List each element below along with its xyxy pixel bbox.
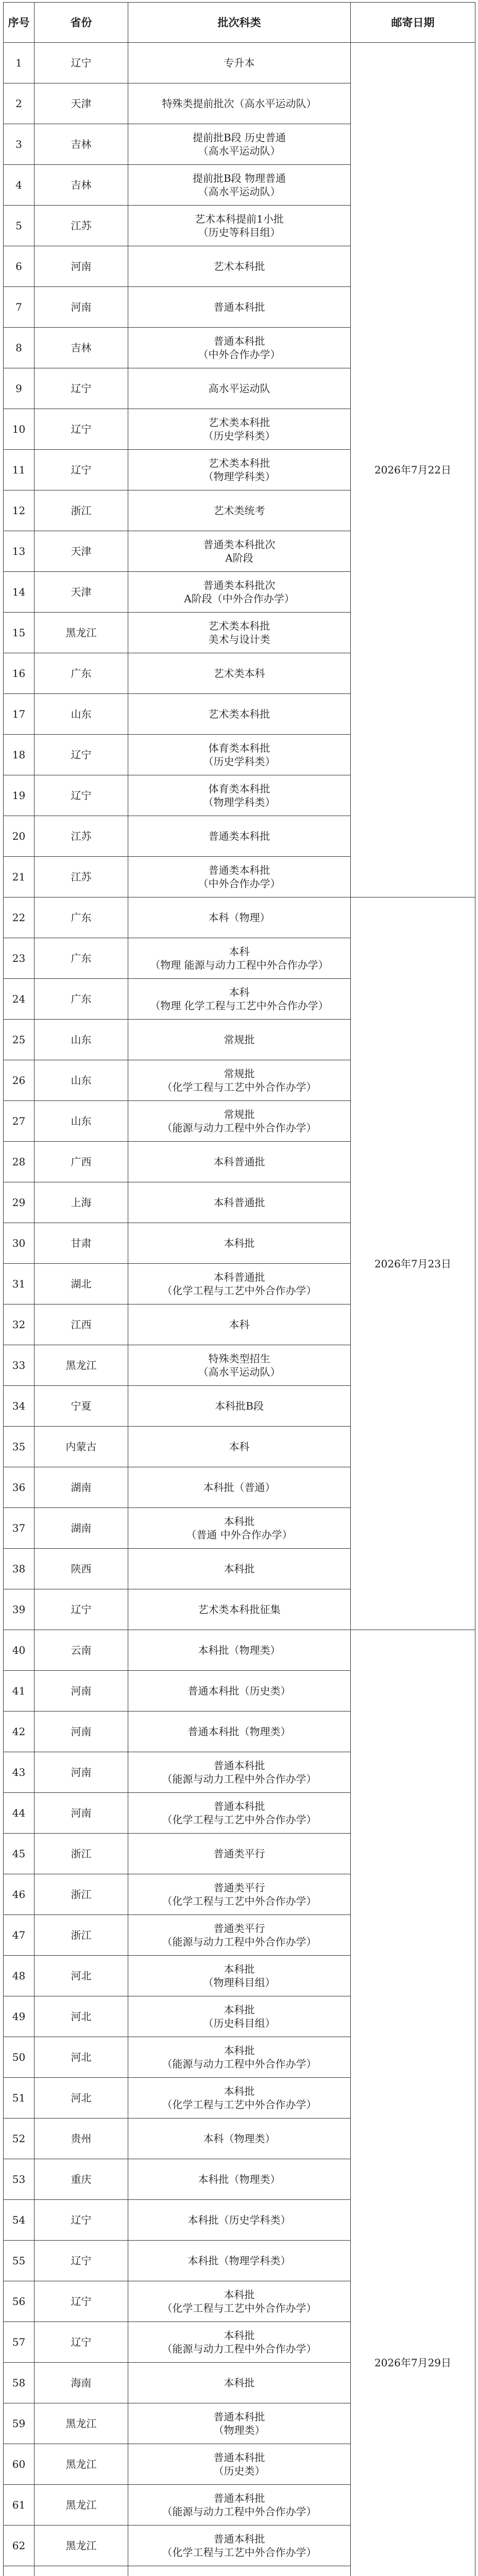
row-batch: 特殊类提前批次（高水平运动队） <box>128 83 351 124</box>
row-batch: 本科批 <box>128 1549 351 1589</box>
row-province: 浙江 <box>35 1834 128 1874</box>
row-batch: 普通本科批 （化学工程与工艺中外合作办学） <box>128 1793 351 1834</box>
row-province: 山东 <box>35 1101 128 1142</box>
row-number: 43 <box>4 1752 35 1793</box>
row-province: 重庆 <box>35 2159 128 2200</box>
row-number: 22 <box>4 897 35 938</box>
row-number: 11 <box>4 450 35 490</box>
row-number: 38 <box>4 1549 35 1589</box>
header-batch: 批次科类 <box>128 3 351 43</box>
row-province: 黑龙江 <box>35 2526 128 2566</box>
row-batch: 本科普通批 <box>128 1182 351 1223</box>
row-province: 河北 <box>35 2037 128 2078</box>
row-province: 江苏 <box>35 857 128 897</box>
row-number: 25 <box>4 1020 35 1060</box>
row-number: 7 <box>4 287 35 328</box>
row-province: 浙江 <box>35 1915 128 1956</box>
row-number: 30 <box>4 1223 35 1264</box>
table-row <box>4 1630 475 1671</box>
row-province: 辽宁 <box>35 43 128 83</box>
row-number: 20 <box>4 816 35 857</box>
row-number: 1 <box>4 43 35 83</box>
row-number: 44 <box>4 1793 35 1834</box>
row-number: 48 <box>4 1956 35 1996</box>
row-batch: 艺术类本科批 （历史学科类） <box>128 409 351 450</box>
header-no: 序号 <box>4 3 35 43</box>
row-batch: 本科批 （普通 中外合作办学） <box>128 1508 351 1549</box>
row-batch: 本科批 （化学工程与工艺中外合作办学） <box>128 2281 351 2322</box>
row-batch: 体育类本科批 （物理学科类） <box>128 775 351 816</box>
row-batch: 艺术类本科 <box>128 653 351 694</box>
row-batch: 普通本科批 （能源与动力工程中外合作办学） <box>128 1752 351 1793</box>
row-province: 辽宁 <box>35 1589 128 1630</box>
row-province: 辽宁 <box>35 2241 128 2281</box>
row-batch: 本科批 （历史科目组） <box>128 1996 351 2037</box>
row-number: 32 <box>4 1304 35 1345</box>
row-number: 54 <box>4 2200 35 2241</box>
row-province: 河南 <box>35 1711 128 1752</box>
row-number: 13 <box>4 531 35 572</box>
row-number: 6 <box>4 246 35 287</box>
row-province: 辽宁 <box>35 2281 128 2322</box>
row-province: 广东 <box>35 979 128 1020</box>
row-batch: 普通本科批 （物理类） <box>128 2403 351 2444</box>
row-batch: 普通本科批 （能源与动力工程中外合作办学） <box>128 2485 351 2526</box>
row-batch: 本科批 （物理科目组） <box>128 1956 351 1996</box>
row-batch: 艺术类本科批 <box>128 694 351 735</box>
row-province: 贵州 <box>35 2119 128 2159</box>
row-batch: 本科普通批 <box>128 1142 351 1182</box>
row-number: 28 <box>4 1142 35 1182</box>
row-province: 上海 <box>35 1182 128 1223</box>
row-province: 浙江 <box>35 490 128 531</box>
row-number: 21 <box>4 857 35 897</box>
row-province: 辽宁 <box>35 735 128 775</box>
row-province: 黑龙江 <box>35 613 128 653</box>
row-province: 辽宁 <box>35 368 128 409</box>
row-number: 16 <box>4 653 35 694</box>
row-number: 42 <box>4 1711 35 1752</box>
row-number: 27 <box>4 1101 35 1142</box>
row-number: 49 <box>4 1996 35 2037</box>
row-batch: 普通本科批（物理类） <box>128 1711 351 1752</box>
row-number: 45 <box>4 1834 35 1874</box>
row-batch: 艺术类本科批 （物理学科类） <box>128 450 351 490</box>
row-province: 江西 <box>35 1304 128 1345</box>
row-number: 17 <box>4 694 35 735</box>
row-number: 40 <box>4 1630 35 1671</box>
row-province: 吉林 <box>35 165 128 206</box>
row-province: 浙江 <box>35 1874 128 1915</box>
row-number: 47 <box>4 1915 35 1956</box>
row-province: 宁夏 <box>35 1386 128 1427</box>
row-province: 辽宁 <box>35 2322 128 2363</box>
row-number: 29 <box>4 1182 35 1223</box>
row-province: 陕西 <box>35 1549 128 1589</box>
row-batch: 本科批B段 <box>128 1386 351 1427</box>
row-province <box>35 2566 128 2576</box>
row-number: 46 <box>4 1874 35 1915</box>
row-number: 35 <box>4 1427 35 1467</box>
row-province: 山东 <box>35 1060 128 1101</box>
row-batch: 普通本科批（历史类） <box>128 1671 351 1711</box>
mailing-date: 2026年7月23日 <box>351 897 475 1630</box>
row-batch: 本科 （物理 化学工程与工艺中外合作办学） <box>128 979 351 1020</box>
row-number: 39 <box>4 1589 35 1630</box>
row-province: 河北 <box>35 1956 128 1996</box>
row-province: 黑龙江 <box>35 1345 128 1386</box>
mailing-date: 2026年7月29日 <box>351 1630 475 2576</box>
header-date: 邮寄日期 <box>351 3 475 43</box>
row-number: 3 <box>4 124 35 165</box>
row-province: 山东 <box>35 694 128 735</box>
row-province: 河北 <box>35 1996 128 2037</box>
row-province: 广东 <box>35 653 128 694</box>
row-batch: 普通类本科批次 A阶段（中外合作办学） <box>128 572 351 613</box>
row-batch: 艺术本科批 <box>128 246 351 287</box>
row-number <box>4 2566 35 2576</box>
row-batch: 提前批B段 物理普通 （高水平运动队） <box>128 165 351 206</box>
row-number: 19 <box>4 775 35 816</box>
row-batch: 普通本科批 <box>128 287 351 328</box>
row-number: 4 <box>4 165 35 206</box>
row-province: 江苏 <box>35 816 128 857</box>
row-batch: 普通类本科批 （中外合作办学） <box>128 857 351 897</box>
row-batch: 常规批 <box>128 1020 351 1060</box>
row-batch: 艺术类本科批征集 <box>128 1589 351 1630</box>
row-batch: 提前批B段 历史普通 （高水平运动队） <box>128 124 351 165</box>
row-province: 内蒙古 <box>35 1427 128 1467</box>
row-province: 河北 <box>35 2078 128 2119</box>
row-number: 59 <box>4 2403 35 2444</box>
row-batch: 本科普通批 （化学工程与工艺中外合作办学） <box>128 1264 351 1304</box>
row-batch: 普通类平行 （化学工程与工艺中外合作办学） <box>128 1874 351 1915</box>
row-batch: 本科批 （能源与动力工程中外合作办学） <box>128 2322 351 2363</box>
row-batch: 普通本科批 （历史类） <box>128 2444 351 2485</box>
row-number: 55 <box>4 2241 35 2281</box>
row-number: 51 <box>4 2078 35 2119</box>
row-number: 52 <box>4 2119 35 2159</box>
row-number: 50 <box>4 2037 35 2078</box>
row-province: 河南 <box>35 1752 128 1793</box>
row-province: 湖南 <box>35 1467 128 1508</box>
row-number: 26 <box>4 1060 35 1101</box>
row-batch: 本科（物理类） <box>128 2119 351 2159</box>
mailing-schedule-table <box>3 2 475 2576</box>
row-number: 57 <box>4 2322 35 2363</box>
table-header <box>4 3 475 43</box>
row-batch: 普通本科批 （中外合作办学） <box>128 328 351 368</box>
table-body <box>4 43 475 2576</box>
row-number: 31 <box>4 1264 35 1304</box>
row-number: 12 <box>4 490 35 531</box>
row-number: 5 <box>4 206 35 246</box>
row-province: 黑龙江 <box>35 2444 128 2485</box>
row-province: 辽宁 <box>35 450 128 490</box>
row-number: 2 <box>4 83 35 124</box>
row-batch: 本科批（物理类） <box>128 2159 351 2200</box>
table-row <box>4 897 475 938</box>
row-batch: 本科批 <box>128 2363 351 2403</box>
row-number: 23 <box>4 938 35 979</box>
row-batch: 艺术类统考 <box>128 490 351 531</box>
row-province: 吉林 <box>35 328 128 368</box>
row-number: 34 <box>4 1386 35 1427</box>
row-batch: 本科 （物理 能源与动力工程中外合作办学） <box>128 938 351 979</box>
row-batch: 体育类本科批 （历史学科类） <box>128 735 351 775</box>
row-number: 15 <box>4 613 35 653</box>
row-province: 吉林 <box>35 124 128 165</box>
row-province: 海南 <box>35 2363 128 2403</box>
row-province: 广西 <box>35 1142 128 1182</box>
row-batch: 本科批（历史学科类） <box>128 2200 351 2241</box>
row-batch: 本科 <box>128 1427 351 1467</box>
row-batch: 艺术本科提前1小批 （历史等科目组） <box>128 206 351 246</box>
row-number: 41 <box>4 1671 35 1711</box>
row-province: 辽宁 <box>35 409 128 450</box>
row-batch: 本科（物理） <box>128 897 351 938</box>
row-number: 58 <box>4 2363 35 2403</box>
row-number: 36 <box>4 1467 35 1508</box>
header-row <box>4 3 475 43</box>
row-batch: 普通类平行 （能源与动力工程中外合作办学） <box>128 1915 351 1956</box>
row-batch: 艺术类本科批 美术与设计类 <box>128 613 351 653</box>
row-number: 37 <box>4 1508 35 1549</box>
row-number: 9 <box>4 368 35 409</box>
row-batch: 特殊类型招生 （高水平运动队） <box>128 1345 351 1386</box>
row-batch: 普通本科批 （化学工程与工艺中外合作办学） <box>128 2526 351 2566</box>
row-province: 辽宁 <box>35 2200 128 2241</box>
row-number: 10 <box>4 409 35 450</box>
row-province: 湖南 <box>35 1508 128 1549</box>
row-province: 广东 <box>35 938 128 979</box>
row-batch: 常规批 （能源与动力工程中外合作办学） <box>128 1101 351 1142</box>
row-batch: 本科批（物理学科类） <box>128 2241 351 2281</box>
row-number: 33 <box>4 1345 35 1386</box>
row-province: 黑龙江 <box>35 2485 128 2526</box>
row-batch: 本科批 （化学工程与工艺中外合作办学） <box>128 2078 351 2119</box>
row-number: 14 <box>4 572 35 613</box>
row-province: 山东 <box>35 1020 128 1060</box>
row-province: 广东 <box>35 897 128 938</box>
row-province: 河南 <box>35 1793 128 1834</box>
row-number: 60 <box>4 2444 35 2485</box>
row-province: 河南 <box>35 1671 128 1711</box>
row-batch: 本科批 <box>128 1223 351 1264</box>
mailing-date: 2026年7月22日 <box>351 43 475 897</box>
row-province: 河南 <box>35 287 128 328</box>
row-number: 24 <box>4 979 35 1020</box>
row-number: 18 <box>4 735 35 775</box>
row-number: 56 <box>4 2281 35 2322</box>
table-row <box>4 43 475 83</box>
row-province: 天津 <box>35 572 128 613</box>
row-province: 天津 <box>35 83 128 124</box>
row-province: 湖北 <box>35 1264 128 1304</box>
row-batch: 本科 <box>128 1304 351 1345</box>
row-number: 61 <box>4 2485 35 2526</box>
row-province: 甘肃 <box>35 1223 128 1264</box>
row-batch: 专升本 <box>128 43 351 83</box>
row-batch: 本科批 （能源与动力工程中外合作办学） <box>128 2037 351 2078</box>
row-batch: 本科批（普通） <box>128 1467 351 1508</box>
row-number: 53 <box>4 2159 35 2200</box>
row-batch: 普通类平行 <box>128 1834 351 1874</box>
row-batch: 高水平运动队 <box>128 368 351 409</box>
row-province: 天津 <box>35 531 128 572</box>
row-batch: 普通类本科批 <box>128 816 351 857</box>
row-batch: 本科批（物理类） <box>128 1630 351 1671</box>
header-province: 省份 <box>35 3 128 43</box>
row-batch <box>128 2566 351 2576</box>
row-batch: 普通类本科批次 A阶段 <box>128 531 351 572</box>
row-number: 62 <box>4 2526 35 2566</box>
row-province: 黑龙江 <box>35 2403 128 2444</box>
row-province: 辽宁 <box>35 775 128 816</box>
row-batch: 常规批 （化学工程与工艺中外合作办学） <box>128 1060 351 1101</box>
row-number: 8 <box>4 328 35 368</box>
row-province: 江苏 <box>35 206 128 246</box>
row-province: 云南 <box>35 1630 128 1671</box>
row-province: 河南 <box>35 246 128 287</box>
